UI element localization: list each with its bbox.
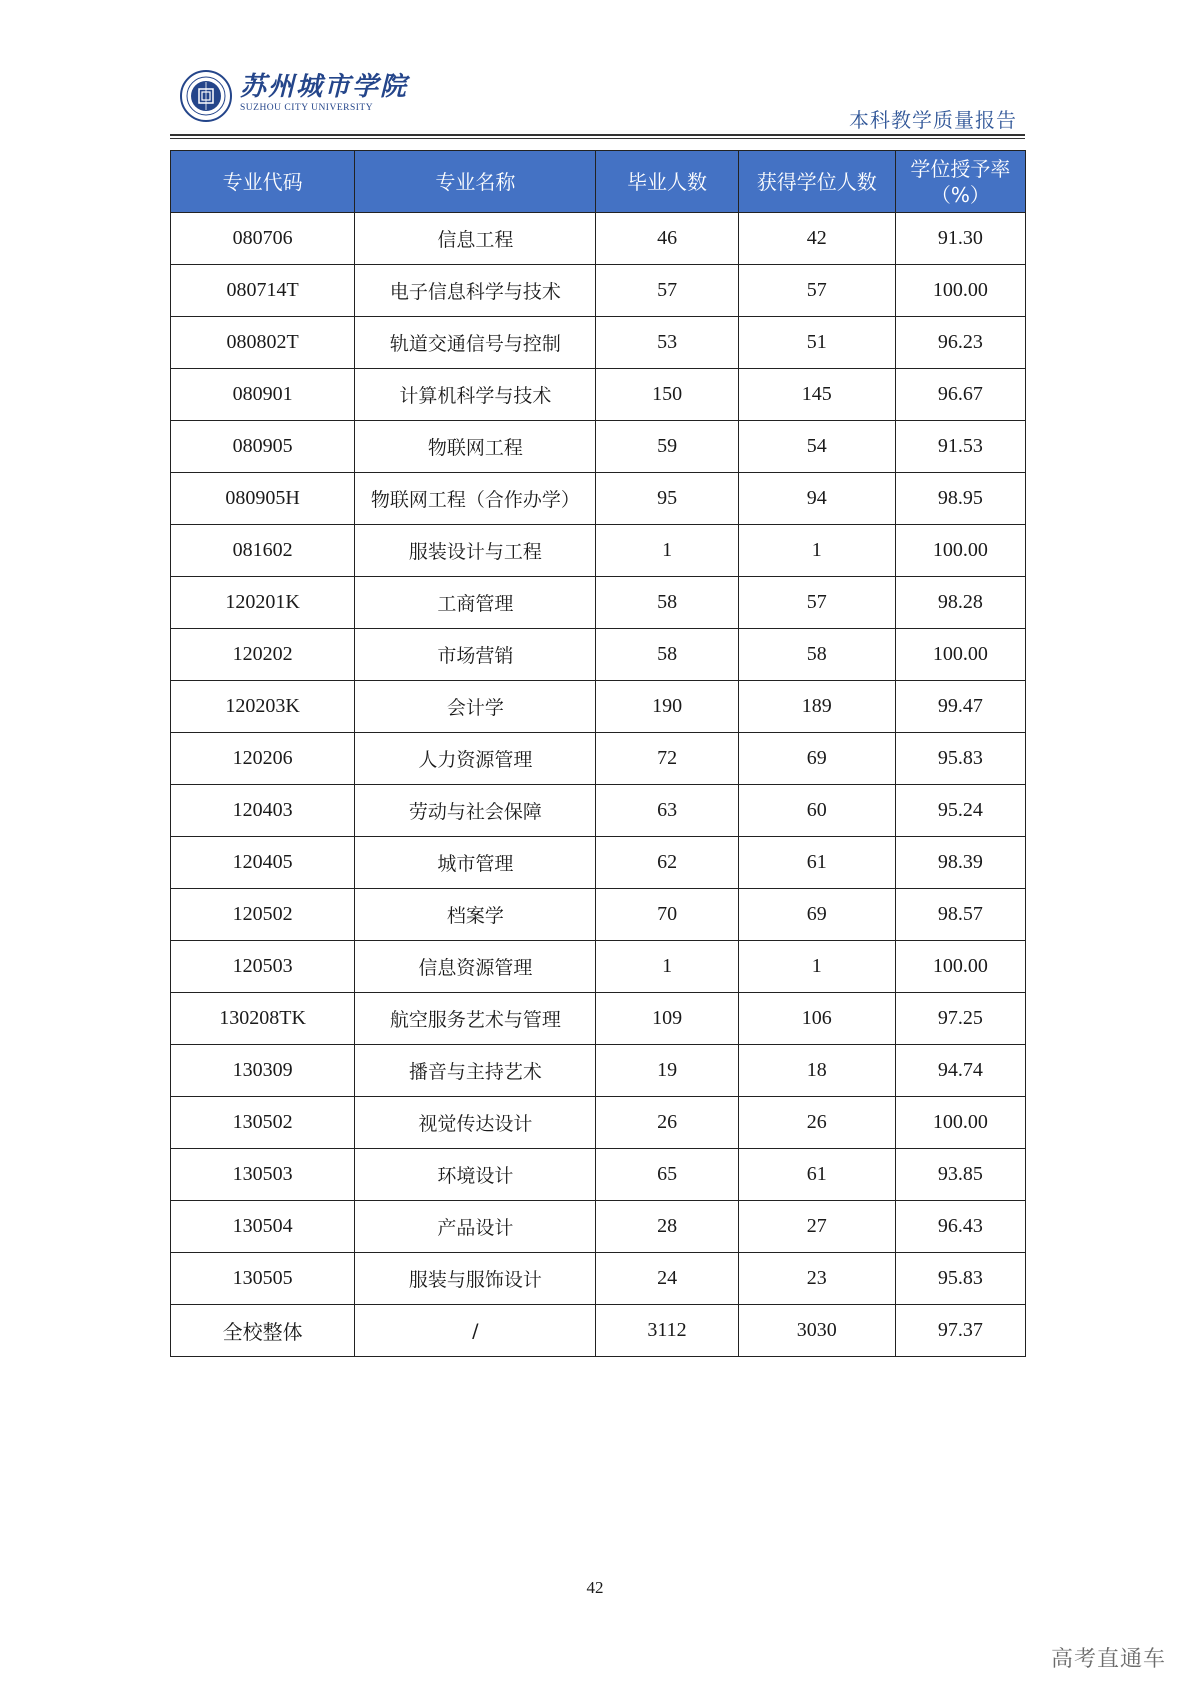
column-header-rate: 学位授予率（%） xyxy=(895,151,1025,213)
cell-code: 130502 xyxy=(171,1097,355,1149)
cell-code: 120503 xyxy=(171,941,355,993)
cell-major-name: 物联网工程 xyxy=(355,421,596,473)
cell-graduates: 65 xyxy=(596,1149,738,1201)
table-row xyxy=(171,785,1026,837)
column-header-code: 专业代码 xyxy=(171,151,355,213)
cell-major-name: 劳动与社会保障 xyxy=(355,785,596,837)
cell-degrees: 23 xyxy=(738,1253,895,1305)
cell-code: 080714T xyxy=(171,265,355,317)
cell-degrees: 145 xyxy=(738,369,895,421)
cell-graduates: 28 xyxy=(596,1201,738,1253)
cell-major-name: 播音与主持艺术 xyxy=(355,1045,596,1097)
cell-rate: 98.95 xyxy=(895,473,1025,525)
cell-rate: 100.00 xyxy=(895,1097,1025,1149)
cell-major-name: 电子信息科学与技术 xyxy=(355,265,596,317)
cell-degrees: 69 xyxy=(738,733,895,785)
cell-graduates: 109 xyxy=(596,993,738,1045)
cell-rate: 94.74 xyxy=(895,1045,1025,1097)
cell-graduates: 63 xyxy=(596,785,738,837)
logo-english-name: SUZHOU CITY UNIVERSITY xyxy=(240,103,374,113)
cell-graduates: 72 xyxy=(596,733,738,785)
cell-rate: 100.00 xyxy=(895,265,1025,317)
column-header-degrees: 获得学位人数 xyxy=(738,151,895,213)
cell-graduates: 58 xyxy=(596,629,738,681)
university-seal-icon xyxy=(180,70,232,122)
cell-rate: 97.25 xyxy=(895,993,1025,1045)
cell-major-name: 人力资源管理 xyxy=(355,733,596,785)
header-divider xyxy=(170,134,1025,136)
header-divider-thin xyxy=(170,138,1025,139)
table-row xyxy=(171,369,1026,421)
cell-degrees: 1 xyxy=(738,941,895,993)
cell-rate: 98.39 xyxy=(895,837,1025,889)
cell-major-name: 计算机科学与技术 xyxy=(355,369,596,421)
cell-code: 130309 xyxy=(171,1045,355,1097)
cell-degrees: 18 xyxy=(738,1045,895,1097)
table-row xyxy=(171,265,1026,317)
cell-rate: 95.83 xyxy=(895,1253,1025,1305)
cell-rate: 96.23 xyxy=(895,317,1025,369)
cell-degrees: 69 xyxy=(738,889,895,941)
cell-code: 081602 xyxy=(171,525,355,577)
cell-rate: 95.83 xyxy=(895,733,1025,785)
cell-major-name: 产品设计 xyxy=(355,1201,596,1253)
cell-major-name: 档案学 xyxy=(355,889,596,941)
cell-code: 130503 xyxy=(171,1149,355,1201)
cell-graduates: 70 xyxy=(596,889,738,941)
cell-degrees: 58 xyxy=(738,629,895,681)
cell-graduates: 46 xyxy=(596,213,738,265)
cell-degrees: 26 xyxy=(738,1097,895,1149)
cell-code: 120403 xyxy=(171,785,355,837)
cell-degrees: 61 xyxy=(738,1149,895,1201)
table-row xyxy=(171,213,1026,265)
cell-graduates: 58 xyxy=(596,577,738,629)
cell-graduates: 1 xyxy=(596,525,738,577)
cell-code: 130505 xyxy=(171,1253,355,1305)
cell-degrees: 42 xyxy=(738,213,895,265)
cell-code: 120203K xyxy=(171,681,355,733)
cell-graduates: 1 xyxy=(596,941,738,993)
cell-degrees: 61 xyxy=(738,837,895,889)
table-row xyxy=(171,1305,1026,1357)
cell-graduates: 57 xyxy=(596,265,738,317)
cell-degrees: 27 xyxy=(738,1201,895,1253)
cell-rate: 97.37 xyxy=(895,1305,1025,1357)
column-header-name: 专业名称 xyxy=(355,151,596,213)
cell-degrees: 57 xyxy=(738,265,895,317)
cell-rate: 99.47 xyxy=(895,681,1025,733)
cell-major-name: 城市管理 xyxy=(355,837,596,889)
cell-code: 130208TK xyxy=(171,993,355,1045)
cell-rate: 96.67 xyxy=(895,369,1025,421)
university-logo xyxy=(240,72,408,114)
cell-degrees: 51 xyxy=(738,317,895,369)
cell-major-name: 工商管理 xyxy=(355,577,596,629)
cell-rate: 100.00 xyxy=(895,629,1025,681)
cell-graduates: 62 xyxy=(596,837,738,889)
cell-major-name: 环境设计 xyxy=(355,1149,596,1201)
table-row xyxy=(171,1149,1026,1201)
cell-rate: 95.24 xyxy=(895,785,1025,837)
cell-rate: 91.30 xyxy=(895,213,1025,265)
cell-graduates: 26 xyxy=(596,1097,738,1149)
cell-code: 120206 xyxy=(171,733,355,785)
table-row xyxy=(171,837,1026,889)
cell-code: 080802T xyxy=(171,317,355,369)
cell-rate: 100.00 xyxy=(895,941,1025,993)
page-header xyxy=(170,60,1025,136)
cell-degrees: 94 xyxy=(738,473,895,525)
cell-code: 120405 xyxy=(171,837,355,889)
cell-major-name: 会计学 xyxy=(355,681,596,733)
report-title: 本科教学质量报告 xyxy=(849,108,1017,132)
table-row xyxy=(171,473,1026,525)
cell-rate: 93.85 xyxy=(895,1149,1025,1201)
table-row xyxy=(171,1045,1026,1097)
cell-degrees: 106 xyxy=(738,993,895,1045)
table-row xyxy=(171,317,1026,369)
cell-degrees: 54 xyxy=(738,421,895,473)
cell-degrees: 60 xyxy=(738,785,895,837)
cell-major-name: 物联网工程（合作办学） xyxy=(355,473,596,525)
cell-code: 120201K xyxy=(171,577,355,629)
cell-major-name: 市场营销 xyxy=(355,629,596,681)
degree-rate-table xyxy=(170,150,1026,1357)
logo-chinese-name: 苏州城市学院 xyxy=(240,72,409,102)
cell-graduates: 150 xyxy=(596,369,738,421)
table-row xyxy=(171,1201,1026,1253)
table-row xyxy=(171,993,1026,1045)
cell-rate: 96.43 xyxy=(895,1201,1025,1253)
table-row xyxy=(171,681,1026,733)
table-row xyxy=(171,941,1026,993)
cell-degrees: 57 xyxy=(738,577,895,629)
cell-degrees: 1 xyxy=(738,525,895,577)
cell-degrees: 189 xyxy=(738,681,895,733)
cell-major-name: 轨道交通信号与控制 xyxy=(355,317,596,369)
table-header-row xyxy=(171,151,1026,213)
cell-graduates: 19 xyxy=(596,1045,738,1097)
cell-code: 080905H xyxy=(171,473,355,525)
cell-code: 120202 xyxy=(171,629,355,681)
cell-rate: 91.53 xyxy=(895,421,1025,473)
cell-major-name: 信息工程 xyxy=(355,213,596,265)
cell-graduates: 3112 xyxy=(596,1305,738,1357)
cell-rate: 98.57 xyxy=(895,889,1025,941)
cell-code: 全校整体 xyxy=(171,1305,355,1357)
cell-code: 120502 xyxy=(171,889,355,941)
page-number: 42 xyxy=(586,1578,604,1597)
cell-major-name: 信息资源管理 xyxy=(355,941,596,993)
cell-major-name: 服装设计与工程 xyxy=(355,525,596,577)
cell-major-name: 视觉传达设计 xyxy=(355,1097,596,1149)
table-row xyxy=(171,421,1026,473)
column-header-graduates: 毕业人数 xyxy=(596,151,738,213)
watermark: 高考直通车 xyxy=(1050,1647,1166,1672)
cell-major-name: / xyxy=(355,1305,596,1357)
cell-rate: 98.28 xyxy=(895,577,1025,629)
cell-code: 080706 xyxy=(171,213,355,265)
table-row xyxy=(171,525,1026,577)
table-row xyxy=(171,889,1026,941)
table-row xyxy=(171,1097,1026,1149)
cell-code: 130504 xyxy=(171,1201,355,1253)
table-row xyxy=(171,1253,1026,1305)
table-row xyxy=(171,733,1026,785)
cell-graduates: 95 xyxy=(596,473,738,525)
cell-graduates: 24 xyxy=(596,1253,738,1305)
cell-graduates: 59 xyxy=(596,421,738,473)
cell-rate: 100.00 xyxy=(895,525,1025,577)
table-body xyxy=(171,213,1026,1357)
cell-degrees: 3030 xyxy=(738,1305,895,1357)
cell-graduates: 53 xyxy=(596,317,738,369)
table-row xyxy=(171,629,1026,681)
cell-graduates: 190 xyxy=(596,681,738,733)
cell-code: 080905 xyxy=(171,421,355,473)
table-row xyxy=(171,577,1026,629)
cell-major-name: 航空服务艺术与管理 xyxy=(355,993,596,1045)
cell-major-name: 服装与服饰设计 xyxy=(355,1253,596,1305)
cell-code: 080901 xyxy=(171,369,355,421)
